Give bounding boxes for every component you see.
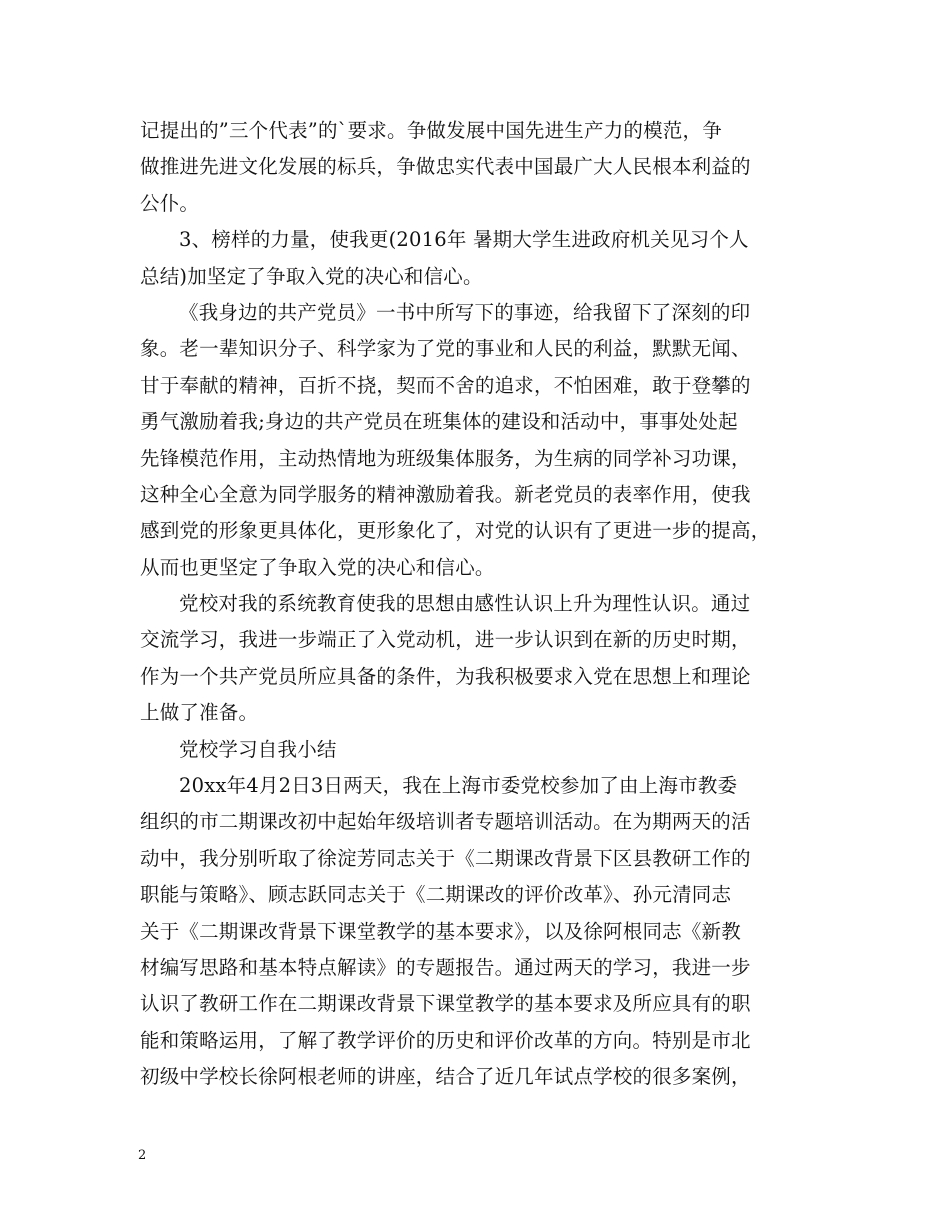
text-line: 初级中学校长徐阿根老师的讲座，结合了近几年试点学校的很多案例， bbox=[140, 1065, 751, 1089]
text-line: 动中，我分别听取了徐淀芳同志关于《二期课改背景下区县教研工作的 bbox=[140, 846, 751, 870]
text-line: 勇气激励着我;身边的共产党员在班集体的建设和活动中，事事处处起 bbox=[140, 410, 738, 434]
document-body bbox=[140, 113, 830, 1096]
text-line: 关于《二期课改背景下课堂教学的基本要求》，以及徐阿根同志《新教 bbox=[140, 919, 741, 943]
text-line: 感到党的形象更具体化，更形象化了，对党的认识有了更进一步的提高， bbox=[140, 519, 771, 543]
text-line: 做推进先进文化发展的标兵，争做忠实代表中国最广大人民根本利益的 bbox=[140, 155, 751, 179]
text-line: 公仆。 bbox=[140, 191, 200, 215]
text-line: 记提出的”三个代表”的`要求。争做发展中国先进生产力的模范，争 bbox=[140, 119, 722, 142]
text-line: 《我身边的共产党员》一书中所写下的事迹，给我留下了深刻的印 bbox=[179, 300, 751, 324]
text-line: 象。老一辈知识分子、科学家为了党的事业和人民的利益，默默无闻、 bbox=[140, 337, 751, 361]
text-line: 从而也更坚定了争取入党的决心和信心。 bbox=[140, 555, 495, 579]
text-line: 总结)加坚定了争取入党的决心和信心。 bbox=[140, 264, 483, 288]
text-line: 3、榜样的力量，使我更(2016年 暑期大学生进政府机关见习个人 bbox=[179, 228, 749, 252]
text-line: 先锋模范作用，主动热情地为班级集体服务，为生病的同学补习功课， bbox=[140, 446, 751, 470]
text-line: 能和策略运用，了解了教学评价的历史和评价改革的方向。特别是市北 bbox=[140, 1028, 751, 1052]
text-line: 20xx年4月2日3日两天，我在上海市委党校参加了由上海市教委 bbox=[179, 774, 738, 798]
text-line: 这种全心全意为同学服务的精神激励着我。新老党员的表率作用，使我 bbox=[140, 482, 751, 506]
text-line: 交流学习，我进一步端正了入党动机，进一步认识到在新的历史时期， bbox=[140, 628, 751, 652]
page-number: 2 bbox=[138, 1148, 147, 1163]
text-line: 材编写思路和基本特点解读》的专题报告。通过两天的学习，我进一步 bbox=[140, 955, 751, 979]
text-line: 党校学习自我小结 bbox=[179, 737, 337, 761]
text-line: 作为一个共产党员所应具备的条件，为我积极要求入党在思想上和理论 bbox=[140, 664, 751, 688]
text-line: 职能与策略》、顾志跃同志关于《二期课改的评价改革》、孙元清同志 bbox=[140, 883, 732, 907]
text-line: 甘于奉献的精神，百折不挠，契而不舍的追求，不怕困难，敢于登攀的 bbox=[140, 373, 751, 397]
text-line: 上做了准备。 bbox=[140, 701, 259, 725]
text-line: 认识了教研工作在二期课改背景下课堂教学的基本要求及所应具有的职 bbox=[140, 992, 751, 1016]
text-line: 党校对我的系统教育使我的思想由感性认识上升为理性认识。通过 bbox=[179, 592, 751, 616]
text-line: 组织的市二期课改初中起始年级培训者专题培训活动。在为期两天的活 bbox=[140, 810, 751, 834]
